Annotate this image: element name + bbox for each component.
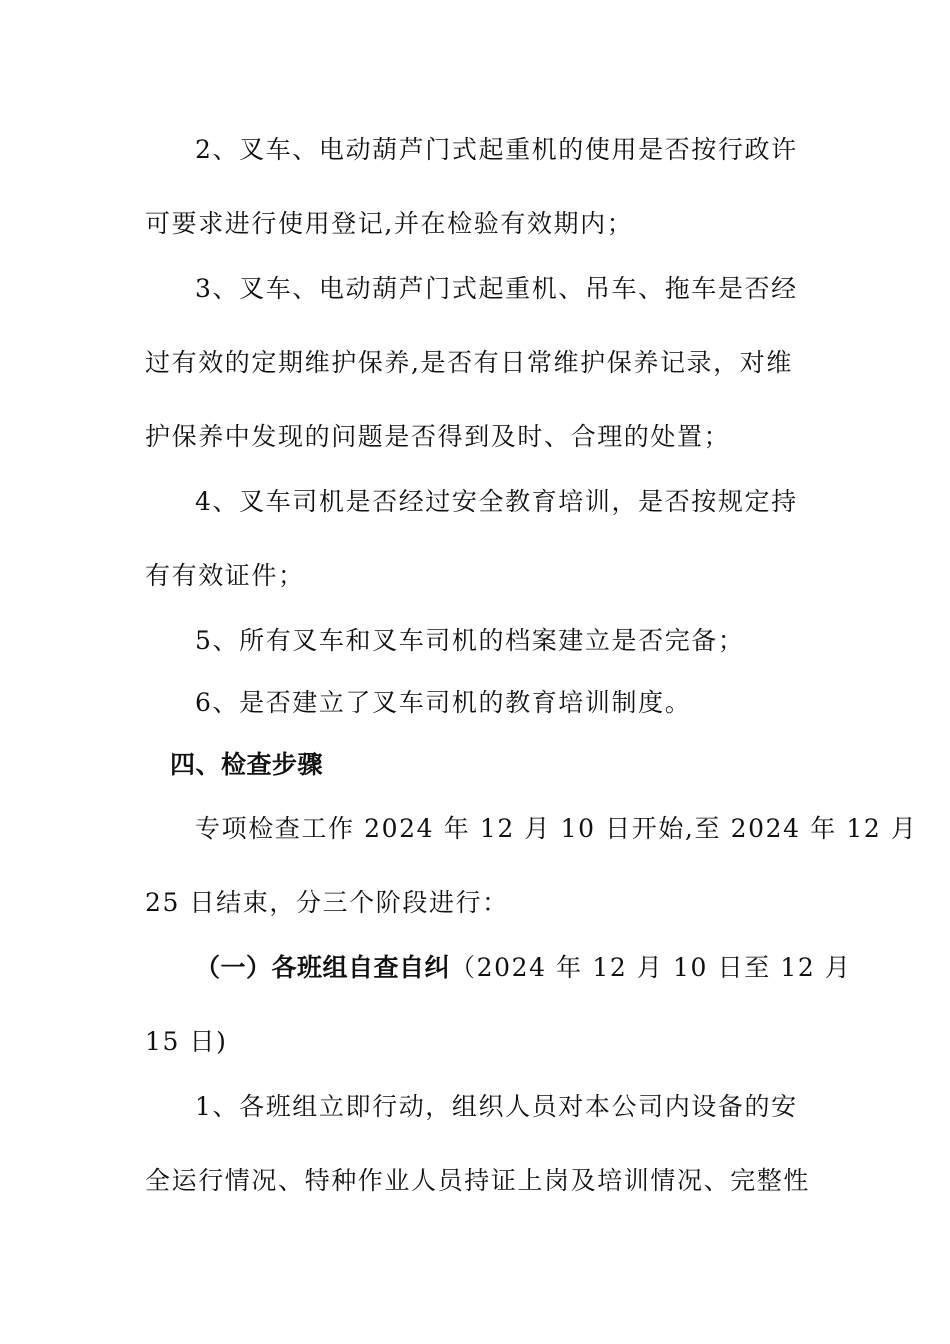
phase-one-heading-line-2: 15 日) xyxy=(145,1027,228,1056)
paragraph-item-5: 5、所有叉车和叉车司机的档案建立是否完备； xyxy=(195,626,745,655)
section-heading: 四、检查步骤 xyxy=(170,750,324,779)
phase-one-item-1-line-1: 1、各班组立即行动，组织人员对本公司内设备的安 xyxy=(195,1092,798,1121)
schedule-paragraph-line-2: 25 日结束，分三个阶段进行： xyxy=(145,888,509,917)
paragraph-item-3-line-1: 3、叉车、电动葫芦门式起重机、吊车、拖车是否经 xyxy=(195,274,798,303)
schedule-paragraph-line-1: 专项检查工作 2024 年 12 月 10 日开始,至 2024 年 12 月 xyxy=(195,814,918,843)
paragraph-item-3-line-3: 护保养中发现的问题是否得到及时、合理的处置； xyxy=(145,422,731,451)
paragraph-item-4-line-2: 有有效证件； xyxy=(145,561,305,590)
paragraph-item-6: 6、是否建立了叉车司机的教育培训制度。 xyxy=(195,688,692,717)
phase-one-title: （一）各班组自查自纠 xyxy=(195,953,451,982)
phase-one-dates: （2024 年 12 月 10 日至 12 月 xyxy=(450,953,852,982)
phase-one-heading-line-1 xyxy=(195,951,852,985)
phase-one-item-1-line-2: 全运行情况、特种作业人员持证上岗及培训情况、完整性 xyxy=(145,1166,811,1195)
paragraph-item-2-line-2: 可要求进行使用登记,并在检验有效期内； xyxy=(145,209,634,238)
paragraph-item-4-line-1: 4、叉车司机是否经过安全教育培训，是否按规定持 xyxy=(195,487,798,516)
paragraph-item-2-line-1: 2、叉车、电动葫芦门式起重机的使用是否按行政许 xyxy=(195,135,798,164)
paragraph-item-3-line-2: 过有效的定期维护保养,是否有日常维护保养记录，对维 xyxy=(145,348,793,377)
